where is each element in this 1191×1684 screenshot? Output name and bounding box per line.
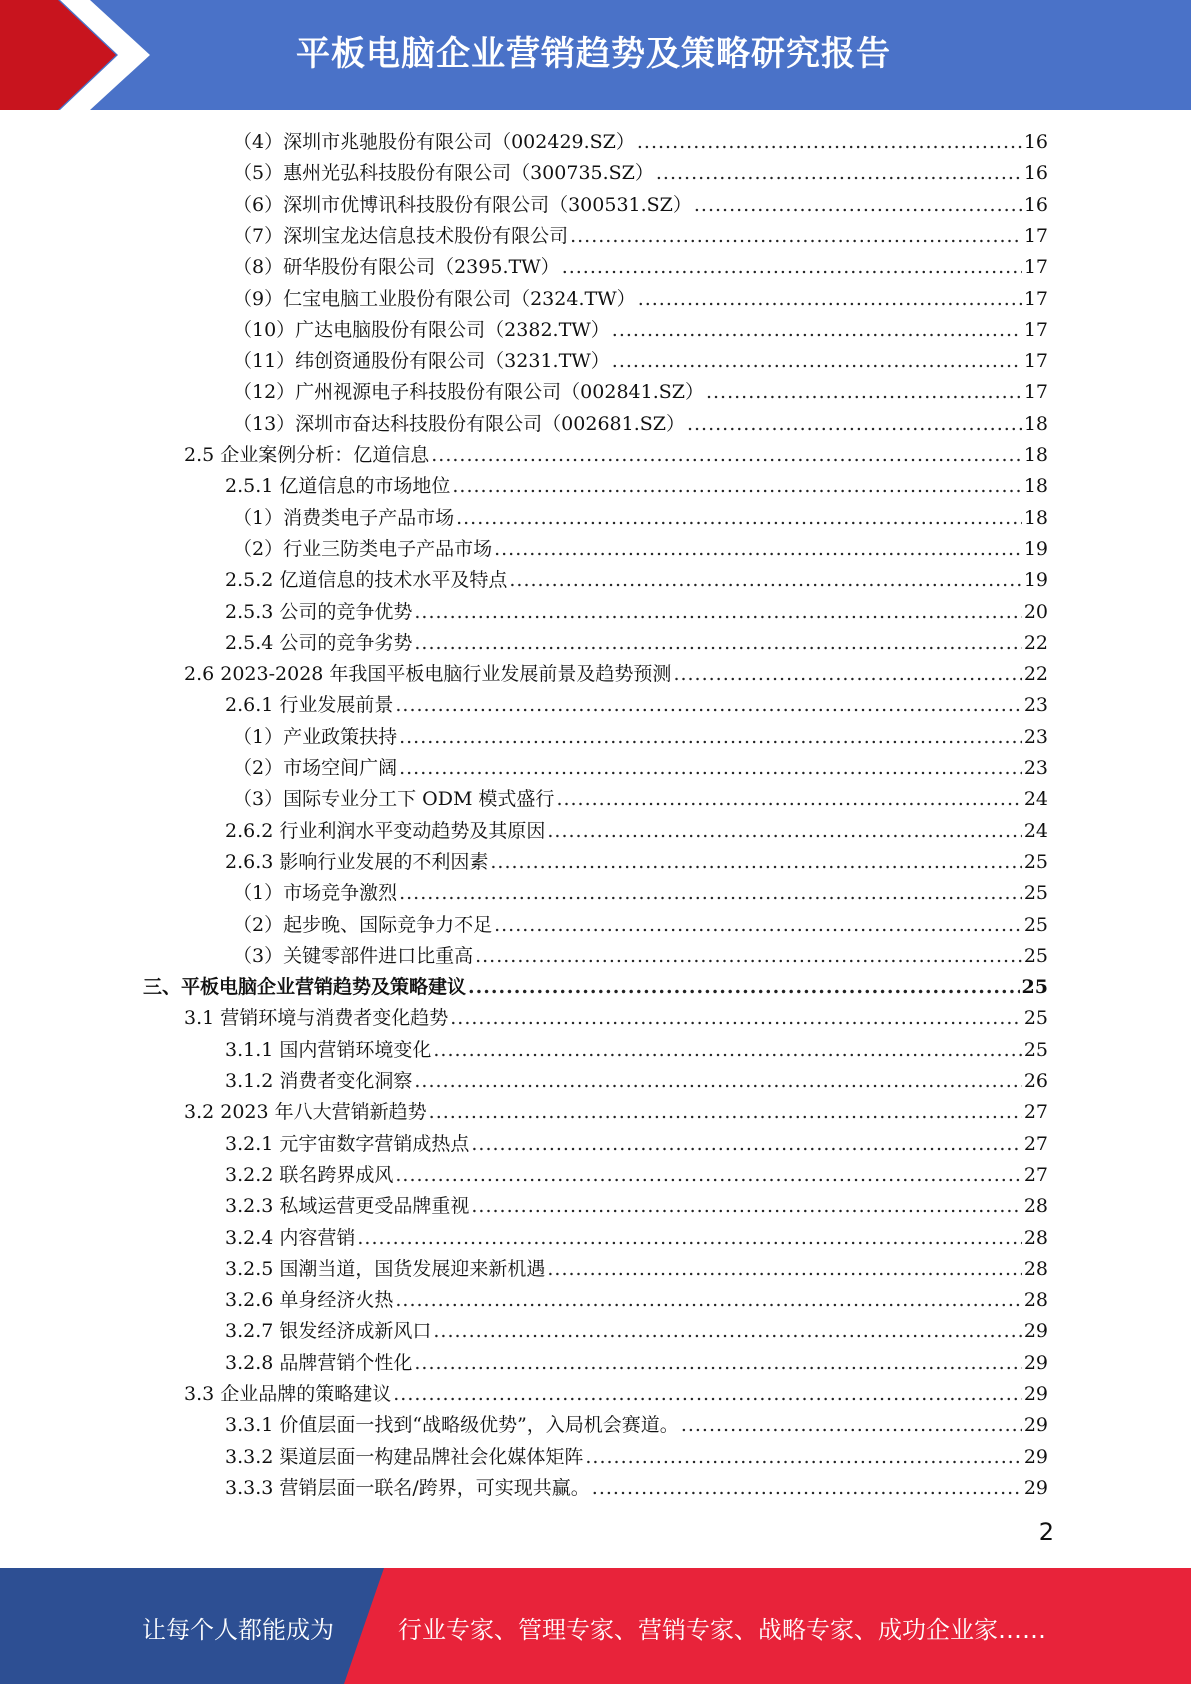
toc-entry-page: 17	[1023, 256, 1048, 279]
toc-entry-page: 18	[1023, 475, 1048, 498]
toc-entry-page: 25	[1023, 882, 1048, 905]
toc-dot-leader	[547, 1254, 1021, 1284]
toc-entry[interactable]	[233, 346, 1048, 376]
toc-entry-title: 3.1 营销环境与消费者变化趋势	[184, 1007, 449, 1030]
toc-entry-title: 3.2.5 国潮当道，国货发展迎来新机遇	[225, 1257, 546, 1280]
header-banner	[0, 0, 1191, 110]
toc-entry-page: 27	[1023, 1101, 1048, 1124]
toc-entry-title: 3.3.3 营销层面一联名/跨界，可实现共赢。	[225, 1476, 590, 1499]
toc-entry-page: 29	[1023, 1445, 1048, 1468]
toc-dot-leader	[475, 941, 1022, 971]
toc-entry-page: 28	[1023, 1195, 1048, 1218]
toc-entry[interactable]	[184, 659, 1048, 689]
toc-dot-leader	[395, 1285, 1021, 1315]
toc-entry-title: （5）惠州光弘科技股份有限公司（300735.SZ）	[233, 162, 654, 185]
toc-entry[interactable]	[184, 440, 1048, 470]
toc-dot-leader	[585, 1442, 1021, 1472]
toc-entry-page: 19	[1023, 569, 1048, 592]
toc-dot-leader	[656, 158, 1022, 188]
toc-entry-page: 28	[1023, 1257, 1048, 1280]
toc-entry-title: 2.5 企业案例分析：亿道信息	[184, 444, 430, 466]
toc-dot-leader	[706, 377, 1022, 407]
toc-entry-title: （8）研华股份有限公司（2395.TW）	[233, 256, 560, 279]
toc-entry-title: 3.2.3 私域运营更受品牌重视	[225, 1195, 470, 1218]
toc-dot-leader	[399, 753, 1022, 783]
toc-dot-leader	[638, 284, 1022, 314]
toc-entry-page: 23	[1023, 725, 1048, 748]
toc-dot-leader	[509, 565, 1021, 595]
toc-entry[interactable]	[233, 190, 1048, 220]
toc-dot-leader	[556, 784, 1021, 814]
toc-entry-title: （10）广达电脑股份有限公司（2382.TW）	[233, 318, 610, 341]
toc-entry[interactable]	[233, 127, 1048, 157]
toc-entry-title: （2）市场空间广阔	[233, 757, 398, 779]
toc-entry-page: 17	[1023, 287, 1048, 310]
toc-entry[interactable]	[225, 1035, 1048, 1065]
toc-entry[interactable]	[233, 534, 1048, 564]
toc-entry-page: 25	[1023, 850, 1048, 873]
toc-dot-leader	[471, 1191, 1021, 1221]
toc-dot-leader	[612, 315, 1022, 345]
toc-entry[interactable]	[225, 597, 1048, 627]
toc-entry-page: 17	[1023, 350, 1048, 373]
toc-entry-page: 28	[1023, 1226, 1048, 1249]
toc-dot-leader	[637, 127, 1022, 157]
toc-entry-title: （3）关键零部件进口比重高	[233, 944, 474, 967]
toc-entry-page: 29	[1023, 1383, 1048, 1405]
toc-entry-title: 3.3.2 渠道层面一构建品牌社会化媒体矩阵	[225, 1445, 584, 1468]
toc-entry[interactable]	[233, 878, 1048, 908]
toc-entry[interactable]	[233, 377, 1048, 407]
toc-dot-leader	[433, 1316, 1021, 1346]
toc-entry-title: （2）行业三防类电子产品市场	[233, 537, 493, 560]
toc-entry-title: 3.2 2023 年八大营销新趋势	[184, 1101, 427, 1124]
toc-dot-leader	[681, 1410, 1022, 1440]
toc-entry-title: 2.5.1 亿道信息的市场地位	[225, 475, 451, 498]
toc-entry-title: 3.1.2 消费者变化洞察	[225, 1070, 413, 1092]
toc-dot-leader	[414, 1066, 1021, 1096]
toc-entry-title: （1）产业政策扶持	[233, 725, 398, 748]
toc-entry[interactable]	[225, 1285, 1048, 1315]
toc-entry[interactable]	[225, 1254, 1048, 1284]
toc-dot-leader	[694, 190, 1022, 220]
toc-entry-page: 24	[1023, 788, 1048, 811]
toc-dot-leader	[431, 440, 1022, 470]
toc-entry-title: （2）起步晚、国际竞争力不足	[233, 913, 493, 936]
toc-entry[interactable]	[225, 1473, 1048, 1503]
toc-entry[interactable]	[233, 503, 1048, 533]
toc-entry[interactable]	[225, 628, 1048, 658]
toc-entry-page: 26	[1023, 1070, 1048, 1092]
toc-entry[interactable]	[143, 972, 1048, 1002]
toc-entry-title: （1）市场竞争激烈	[233, 882, 398, 905]
toc-entry[interactable]	[184, 1003, 1048, 1033]
toc-dot-leader	[494, 910, 1022, 940]
toc-entry-page: 28	[1023, 1289, 1048, 1312]
toc-entry-title: 3.2.6 单身经济火热	[225, 1289, 394, 1312]
toc-entry-title: 3.2.4 内容营销	[225, 1226, 356, 1249]
toc-entry-page: 17	[1023, 318, 1048, 341]
toc-dot-leader	[399, 722, 1022, 752]
toc-entry-page: 29	[1023, 1414, 1048, 1437]
toc-entry[interactable]	[225, 1410, 1048, 1440]
toc-entry-page: 29	[1023, 1476, 1048, 1499]
toc-entry[interactable]	[225, 1191, 1048, 1221]
toc-entry-title: 3.2.2 联名跨界成风	[225, 1163, 394, 1186]
toc-entry[interactable]	[225, 471, 1048, 501]
toc-entry[interactable]	[184, 1097, 1048, 1127]
toc-dot-leader	[414, 1348, 1021, 1378]
toc-entry[interactable]	[233, 315, 1048, 345]
toc-entry-title: （1）消费类电子产品市场	[233, 506, 455, 529]
toc-entry-title: 3.3 企业品牌的策略建议	[184, 1383, 392, 1405]
toc-dot-leader	[393, 1379, 1022, 1409]
toc-entry[interactable]	[233, 409, 1048, 439]
toc-entry-title: （4）深圳市兆驰股份有限公司（002429.SZ）	[233, 131, 635, 153]
toc-dot-leader	[433, 1035, 1021, 1065]
toc-entry[interactable]	[233, 252, 1048, 282]
toc-entry[interactable]	[184, 1379, 1048, 1409]
toc-entry-title: 3.1.1 国内营销环境变化	[225, 1038, 432, 1061]
toc-entry-title: （6）深圳市优博讯科技股份有限公司（300531.SZ）	[233, 193, 692, 216]
toc-entry-title: 2.6 2023-2028 年我国平板电脑行业发展前景及趋势预测	[184, 663, 672, 686]
toc-entry-title: （11）纬创资通股份有限公司（3231.TW）	[233, 350, 610, 373]
toc-entry-page: 18	[1023, 506, 1048, 529]
toc-entry-page: 25	[1023, 944, 1048, 967]
toc-entry[interactable]	[233, 941, 1048, 971]
toc-entry-page: 17	[1023, 381, 1048, 404]
footer-slogan-right: 行业专家、管理专家、营销专家、战略专家、成功企业家……	[398, 1616, 1046, 1644]
toc-dot-leader	[414, 597, 1021, 627]
toc-entry-title: 3.3.1 价值层面一找到“战略级优势”，入局机会赛道。	[225, 1414, 679, 1437]
toc-entry[interactable]	[233, 158, 1048, 188]
toc-entry-page: 27	[1023, 1132, 1048, 1155]
toc-entry-page: 24	[1023, 819, 1048, 842]
toc-entry-title: 3.2.8 品牌营销个性化	[225, 1351, 413, 1374]
toc-dot-leader	[592, 1473, 1022, 1503]
toc-dot-leader	[468, 972, 1020, 1002]
toc-entry-title: 2.5.4 公司的竞争劣势	[225, 631, 413, 654]
toc-entry-title: （12）广州视源电子科技股份有限公司（002841.SZ）	[233, 381, 704, 404]
toc-entry-title: 2.6.3 影响行业发展的不利因素	[225, 850, 489, 873]
toc-dot-leader	[395, 690, 1021, 720]
toc-entry-page: 17	[1023, 224, 1048, 247]
toc-entry[interactable]	[225, 847, 1048, 877]
toc-entry-page: 16	[1023, 162, 1048, 185]
toc-entry-page: 16	[1023, 131, 1048, 153]
toc-dot-leader	[399, 878, 1022, 908]
toc-entry-title: 2.5.2 亿道信息的技术水平及特点	[225, 569, 508, 592]
toc-dot-leader	[452, 471, 1021, 501]
toc-entry-title: 三、平板电脑企业营销趋势及策略建议	[143, 976, 467, 999]
toc-dot-leader	[687, 409, 1022, 439]
toc-entry-title: 2.6.1 行业发展前景	[225, 694, 394, 717]
toc-entry-page: 23	[1023, 694, 1048, 717]
toc-entry[interactable]	[233, 910, 1048, 940]
toc-entry[interactable]	[225, 1442, 1048, 1472]
toc-dot-leader	[471, 1129, 1021, 1159]
toc-entry[interactable]	[233, 221, 1048, 251]
toc-dot-leader	[450, 1003, 1022, 1033]
toc-entry[interactable]	[233, 784, 1048, 814]
toc-dot-leader	[612, 346, 1022, 376]
toc-dot-leader	[357, 1223, 1021, 1253]
toc-entry-page: 22	[1023, 663, 1048, 686]
toc-entry[interactable]	[225, 690, 1048, 720]
toc-dot-leader	[494, 534, 1022, 564]
toc-entry-title: （3）国际专业分工下 ODM 模式盛行	[233, 788, 555, 811]
toc-entry-page: 22	[1023, 631, 1048, 654]
toc-entry-page: 20	[1023, 600, 1048, 623]
toc-entry-page: 19	[1023, 537, 1048, 560]
toc-dot-leader	[414, 628, 1021, 658]
toc-entry-page: 18	[1023, 412, 1048, 435]
footer-slogan-left: 让每个人都能成为	[142, 1616, 334, 1644]
toc-entry-page: 23	[1023, 757, 1048, 779]
toc-entry-title: 2.5.3 公司的竞争优势	[225, 600, 413, 623]
toc-entry-page: 29	[1023, 1351, 1048, 1374]
toc-entry-title: （7）深圳宝龙达信息技术股份有限公司	[233, 224, 569, 247]
toc-entry-page: 25	[1023, 1038, 1048, 1061]
toc-dot-leader	[395, 1160, 1021, 1190]
toc-entry-title: （9）仁宝电脑工业股份有限公司（2324.TW）	[233, 287, 636, 310]
toc-entry-page: 18	[1023, 444, 1048, 466]
toc-entry[interactable]	[225, 1129, 1048, 1159]
toc-entry[interactable]	[225, 565, 1048, 595]
toc-entry-title: （13）深圳市奋达科技股份有限公司（002681.SZ）	[233, 412, 685, 435]
toc-dot-leader	[456, 503, 1022, 533]
document-title: 平板电脑企业营销趋势及策略研究报告	[296, 34, 891, 74]
toc-dot-leader	[490, 847, 1021, 877]
toc-entry[interactable]	[233, 753, 1048, 783]
toc-entry-page: 16	[1023, 193, 1048, 216]
toc-entry-page: 27	[1023, 1163, 1048, 1186]
toc-dot-leader	[562, 252, 1022, 282]
toc-dot-leader	[429, 1097, 1022, 1127]
toc-dot-leader	[570, 221, 1022, 251]
toc-entry[interactable]	[233, 284, 1048, 314]
footer-banner	[0, 1568, 1191, 1684]
toc-entry[interactable]	[225, 1348, 1048, 1378]
toc-entry-title: 3.2.7 银发经济成新风口	[225, 1320, 432, 1343]
toc-dot-leader	[673, 659, 1021, 689]
toc-entry[interactable]	[233, 722, 1048, 752]
toc-entry-page: 25	[1021, 976, 1048, 999]
toc-entry-title: 2.6.2 行业利润水平变动趋势及其原因	[225, 819, 546, 842]
toc-entry[interactable]	[225, 1066, 1048, 1096]
page-number: 2	[1038, 1518, 1054, 1546]
toc-dot-leader	[547, 816, 1021, 846]
toc-entry-page: 25	[1023, 913, 1048, 936]
toc-entry[interactable]	[225, 1316, 1048, 1346]
toc-entry[interactable]	[225, 816, 1048, 846]
toc-entry[interactable]	[225, 1223, 1048, 1253]
toc-entry-page: 29	[1023, 1320, 1048, 1343]
toc-entry[interactable]	[225, 1160, 1048, 1190]
toc-entry-title: 3.2.1 元宇宙数字营销成热点	[225, 1132, 470, 1155]
toc-entry-page: 25	[1023, 1007, 1048, 1030]
